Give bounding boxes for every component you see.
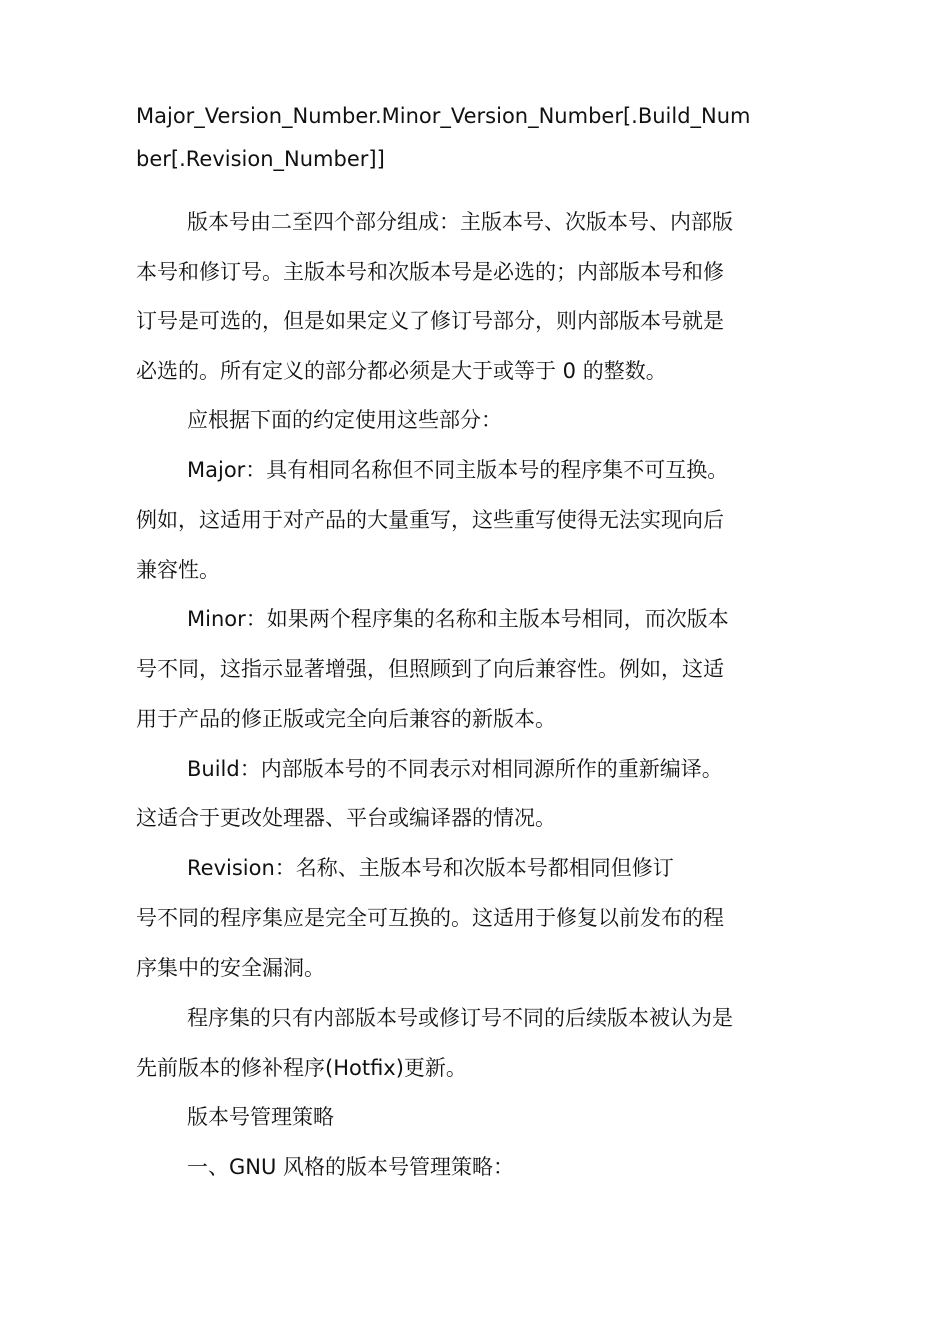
- text-line-8: Major：具有相同名称但不同主版本号的程序集不可互换。: [187, 458, 729, 482]
- text-line-1: Major_Version_Number.Minor_Version_Number[.Build_Num: [136, 104, 751, 128]
- text-line-15: 这适合于更改处理器、平台或编译器的情况。: [136, 806, 556, 830]
- text-line-12: 号不同，这指示显著增强，但照顾到了向后兼容性。例如，这适: [136, 657, 724, 681]
- text-line-6: 必选的。所有定义的部分都必须是大于或等于 0 的整数。: [136, 359, 667, 383]
- text-line-18: 序集中的安全漏洞。: [136, 956, 325, 980]
- text-line-4: 本号和修订号。主版本号和次版本号是必选的；内部版本号和修: [136, 260, 724, 284]
- text-line-2: ber[.Revision_Number]]: [136, 147, 385, 171]
- text-line-16: Revision：名称、主版本号和次版本号都相同但修订: [187, 856, 674, 880]
- text-line-11: Minor：如果两个程序集的名称和主版本号相同，而次版本: [187, 607, 729, 631]
- text-line-9: 例如，这适用于对产品的大量重写，这些重写使得无法实现向后: [136, 508, 724, 532]
- text-line-20: 先前版本的修补程序(Hotfix)更新。: [136, 1056, 467, 1080]
- text-line-7: 应根据下面的约定使用这些部分：: [187, 408, 502, 432]
- text-line-3: 版本号由二至四个部分组成：主版本号、次版本号、内部版: [187, 210, 733, 234]
- text-line-5: 订号是可选的，但是如果定义了修订号部分，则内部版本号就是: [136, 309, 724, 333]
- text-line-19: 程序集的只有内部版本号或修订号不同的后续版本被认为是: [187, 1006, 733, 1030]
- text-line-10: 兼容性。: [136, 558, 220, 582]
- section-heading: 版本号管理策略: [187, 1105, 334, 1129]
- text-line-14: Build：内部版本号的不同表示对相同源所作的重新编译。: [187, 757, 723, 781]
- text-line-17: 号不同的程序集应是完全可互换的。这适用于修复以前发布的程: [136, 906, 724, 930]
- subsection-heading: 一、GNU 风格的版本号管理策略：: [187, 1155, 515, 1179]
- text-line-13: 用于产品的修正版或完全向后兼容的新版本。: [136, 707, 556, 731]
